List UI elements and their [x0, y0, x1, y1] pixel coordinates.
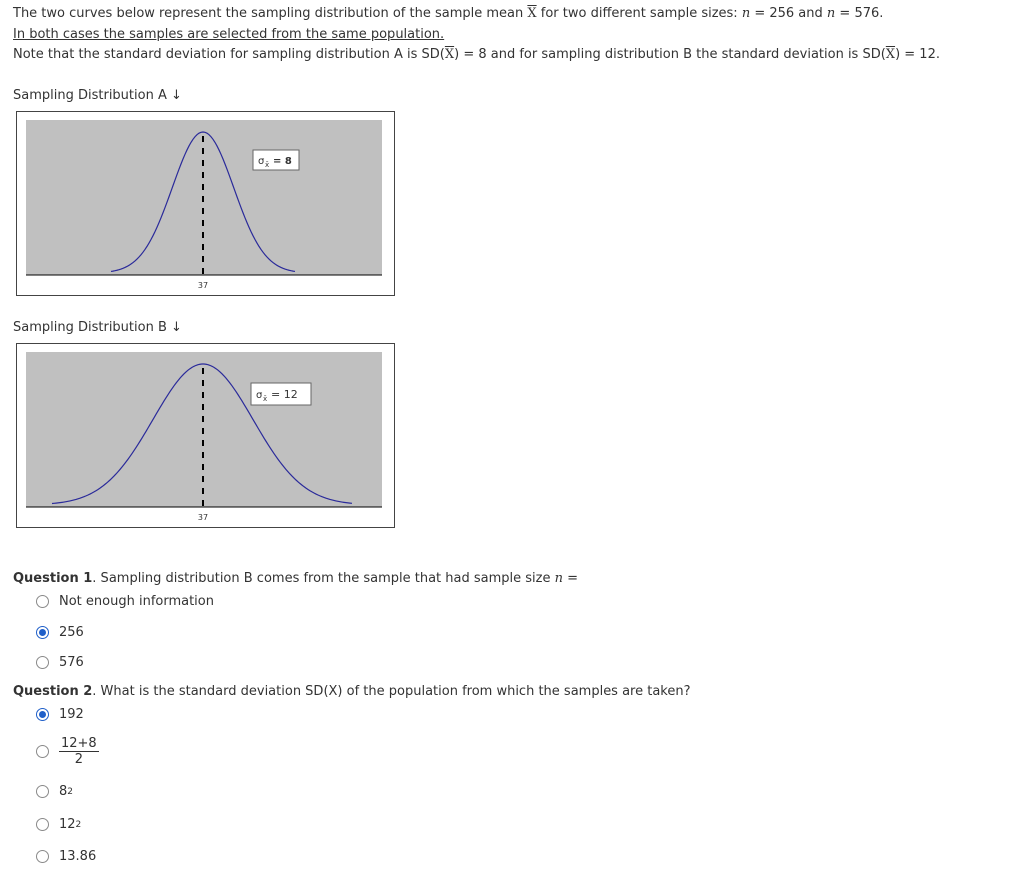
q2-option-8-squared[interactable]: 8 2 — [36, 784, 73, 799]
intro-line-3: Note that the standard deviation for sampling distribution A is $SD(\overline{X}) = 8$ and for sampling distribution B the standard deviation is $SD(\overline{X}) = 12$. — [13, 47, 940, 62]
q1-option-256[interactable]: 256 — [36, 625, 84, 640]
distribution-a-label: Sampling Distribution A ↓ — [13, 88, 182, 103]
sigma-subscript: x̄ — [265, 161, 270, 169]
sigma-symbol: σ — [256, 390, 263, 401]
intro-text — [13, 4, 940, 66]
q2-option-12-squared[interactable]: 12 2 — [36, 817, 81, 832]
radio-button[interactable] — [36, 745, 49, 758]
radio-button[interactable] — [36, 708, 49, 721]
radio-button[interactable] — [36, 818, 49, 831]
q2-option-192[interactable]: 192 — [36, 707, 84, 722]
mean-tick-label: 37 — [197, 281, 209, 290]
q2-option-fraction[interactable] — [36, 736, 99, 767]
question-1-title: Question 1. Sampling distribution B comes from the sample that had sample size n = — [13, 571, 578, 586]
distribution-b-plot — [17, 344, 394, 527]
sigma-subscript: x̄ — [263, 395, 268, 403]
radio-button[interactable] — [36, 850, 49, 863]
radio-button[interactable] — [36, 785, 49, 798]
distribution-a-plot — [17, 112, 394, 295]
question-2-title: Question 2. What is the standard deviation SD(X) of the population from which the samples are taken? — [13, 684, 691, 699]
intro-line-1: The two curves below represent the sampling distribution of the sample mean $\overline{X}$ for two different sample sizes: n = 256 and n = 576. — [13, 6, 884, 21]
fraction — [59, 736, 99, 767]
sigma-symbol: σ — [258, 156, 265, 167]
distribution-a-figure — [16, 111, 395, 296]
sigma-value-label: = 12 — [271, 388, 298, 401]
q1-option-576[interactable]: 576 — [36, 655, 84, 670]
fraction-denominator: 2 — [74, 752, 83, 767]
radio-button[interactable] — [36, 626, 49, 639]
distribution-b-figure — [16, 343, 395, 528]
mean-tick-label: 37 — [197, 513, 209, 522]
radio-button[interactable] — [36, 656, 49, 669]
distribution-b-label: Sampling Distribution B ↓ — [13, 320, 182, 335]
intro-line-2: In both cases the samples are selected from the same population. — [13, 26, 445, 42]
xbar-symbol: $\overline{X}$ — [527, 6, 537, 21]
radio-button[interactable] — [36, 595, 49, 608]
q2-option-13-86[interactable]: 13.86 — [36, 849, 96, 864]
fraction-numerator: 12+8 — [61, 736, 97, 751]
q1-option-not-enough-info[interactable]: Not enough information — [36, 594, 214, 609]
sigma-value-label: = 8 — [273, 156, 292, 167]
